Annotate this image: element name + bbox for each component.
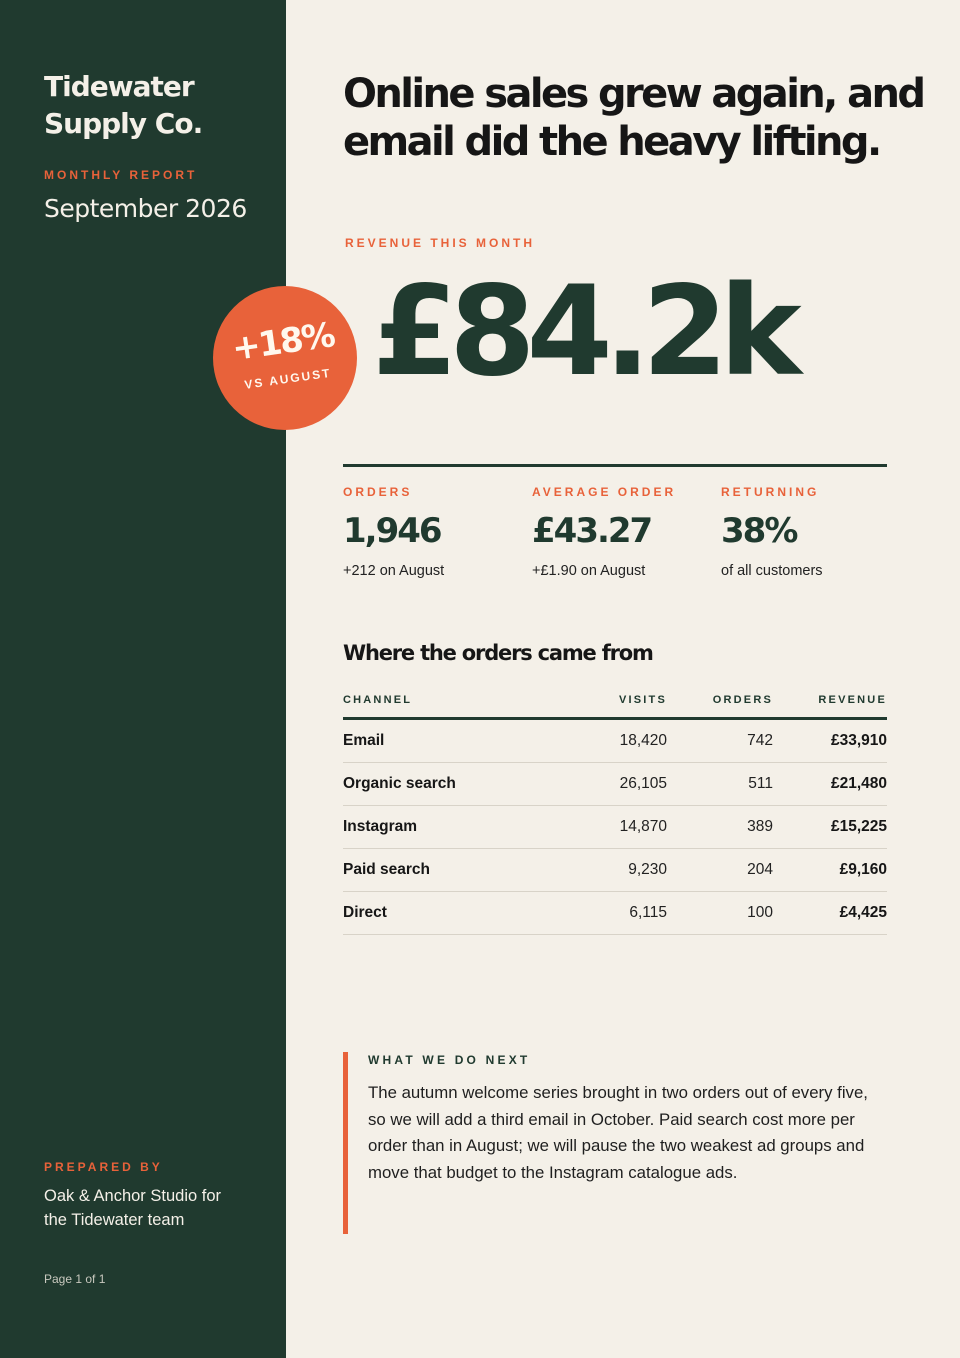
- cell-orders: 742: [667, 719, 773, 763]
- growth-badge-label: VS AUGUST: [243, 365, 333, 392]
- headline-line: Online sales grew again, and: [343, 71, 924, 117]
- column-header-revenue: REVENUE: [773, 683, 887, 719]
- kpi-value: £43.27: [532, 511, 652, 551]
- column-header-channel: CHANNEL: [343, 683, 573, 719]
- sidebar: [0, 0, 286, 1358]
- cell-revenue: £4,425: [773, 892, 887, 935]
- kpi-divider: [343, 464, 887, 467]
- kpi-note: +£1.90 on August: [532, 563, 646, 579]
- next-steps-line: so we will add a third email in October. Paid search cost more per: [368, 1109, 855, 1129]
- cell-channel: Instagram: [343, 806, 573, 849]
- cell-orders: 389: [667, 806, 773, 849]
- table-row: [343, 719, 887, 763]
- channels-title: Where the orders came from: [343, 641, 653, 665]
- brand-name: [44, 68, 264, 142]
- brand-line: Tidewater: [44, 70, 194, 103]
- prepared-by-text: [44, 1184, 254, 1232]
- cell-visits: 6,115: [573, 892, 667, 935]
- kpi-orders: [343, 485, 523, 579]
- brand-line: Supply Co.: [44, 107, 203, 140]
- revenue-value: £84.2k: [372, 260, 793, 404]
- kpi-value: 1,946: [343, 511, 441, 551]
- revenue-label: REVENUE THIS MONTH: [345, 236, 536, 250]
- table-row: [343, 892, 887, 935]
- cell-visits: 26,105: [573, 763, 667, 806]
- kpi-returning: [721, 485, 901, 579]
- next-steps-accent-bar: [343, 1052, 348, 1234]
- cell-channel: Direct: [343, 892, 573, 935]
- prepared-by-line: the Tidewater team: [44, 1211, 185, 1229]
- report-type-label: MONTHLY REPORT: [44, 168, 198, 182]
- kpi-value: 38%: [721, 511, 797, 551]
- next-steps-line: The autumn welcome series brought in two orders out of every five,: [368, 1083, 868, 1102]
- cell-visits: 14,870: [573, 806, 667, 849]
- kpi-label: ORDERS: [343, 485, 413, 499]
- prepared-by-line: Oak & Anchor Studio for: [44, 1187, 222, 1205]
- cell-revenue: £15,225: [773, 806, 887, 849]
- cell-revenue: £33,910: [773, 719, 887, 763]
- next-steps-line: move that budget to the Instagram catalogue ads.: [368, 1162, 738, 1182]
- report-period: September 2026: [44, 194, 247, 223]
- growth-badge-content: [204, 277, 367, 440]
- cell-channel: Email: [343, 719, 573, 763]
- next-steps-line: order than in August; we will pause the two weakest ad groups and: [368, 1136, 865, 1155]
- headline-line: email did the heavy lifting.: [343, 119, 880, 165]
- channels-table: [343, 683, 887, 935]
- growth-badge-value: +18%: [229, 315, 336, 370]
- cell-orders: 511: [667, 763, 773, 806]
- cell-visits: 9,230: [573, 849, 667, 892]
- table-row: [343, 806, 887, 849]
- cell-channel: Paid search: [343, 849, 573, 892]
- kpi-note: +212 on August: [343, 563, 445, 579]
- growth-badge: [213, 286, 357, 430]
- table-row: [343, 763, 887, 806]
- kpi-label: AVERAGE ORDER: [532, 485, 677, 499]
- page-headline: [343, 70, 924, 166]
- column-header-visits: VISITS: [573, 683, 667, 719]
- page-number: Page 1 of 1: [44, 1272, 106, 1286]
- prepared-by-label: PREPARED BY: [44, 1160, 163, 1174]
- kpi-average-order: [532, 485, 712, 579]
- cell-revenue: £9,160: [773, 849, 887, 892]
- cell-channel: Organic search: [343, 763, 573, 806]
- column-header-orders: ORDERS: [667, 683, 773, 719]
- cell-revenue: £21,480: [773, 763, 887, 806]
- cell-orders: 100: [667, 892, 773, 935]
- cell-visits: 18,420: [573, 719, 667, 763]
- table-row: [343, 849, 887, 892]
- cell-orders: 204: [667, 849, 773, 892]
- next-steps-label: WHAT WE DO NEXT: [368, 1053, 531, 1067]
- table-header-row: [343, 683, 887, 719]
- next-steps-text: [368, 1080, 883, 1186]
- kpi-note: of all customers: [721, 563, 823, 579]
- kpi-label: RETURNING: [721, 485, 820, 499]
